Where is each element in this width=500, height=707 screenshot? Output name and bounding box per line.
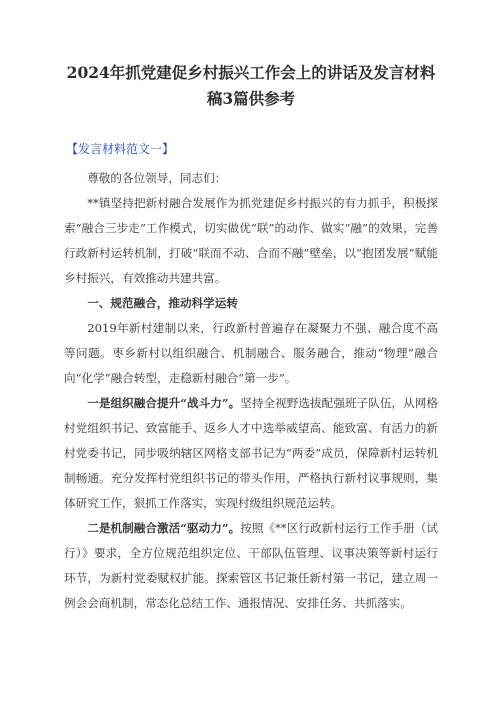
greeting: 尊敬的各位领导，同志们： (87, 171, 227, 185)
paragraph-1: 2019年新村建制以来，行政新村普遍存在凝聚力不强、融合度不高等问题。枣乡新村以组织融合、机制融合、服务融合，推动“物理”融合向“化学”融合转型，走稳新村融合“第一步”。 (64, 321, 438, 385)
item-2-paragraph (64, 516, 438, 616)
item-1-body: 坚持全视野选拔配强班子队伍，从网格村党组织书记、致富能手、返乡人才中选举威望高、能致富、有活力的新村党委书记，同步吸纳辖区网格支部书记为“两委”成员，保障新村运转机制畅通。充分发挥村党组织书记的带头作用，严格执行新村议事规则，集体研究工作，狠抓工作落实，实现村级组织规范运转。 (64, 396, 438, 510)
item-2-lead: 二是机制融合激活“驱动力”。 (87, 521, 241, 535)
document-title: 2024年抓党建促乡村振兴工作会上的讲话及发言材料稿3篇供参考 (66, 63, 436, 108)
intro-paragraph: **镇坚持把新村融合发展作为抓党建促乡村振兴的有力抓手，积极探索“融合三步走”工作模式，切实做优“联”的动作、做实“融”的效果，完善行政新村运转机制，打破“联而不动、合而不融”壁垒，以“抱团发展”赋能乡村振兴，有效推动共建共富。 (64, 196, 438, 285)
item-1-lead: 一是组织融合提升“战斗力”。 (87, 396, 241, 410)
section-heading-1: 一、规范融合，推动科学运转 (87, 296, 238, 310)
section-tag: 【发言材料范文一】 (66, 142, 175, 156)
item-1-paragraph (64, 391, 438, 516)
item-2-body: 按照《**区行政新村运行工作手册（试行）》要求，全方位规范组织定位、干部队伍管理、议事决策等新村运行环节，为新村党委赋权扩能。探索管区书记兼任新村第一书记，建立周一例会会商机制，常态化总结工作、通报情况、安排任务、共抓落实。 (64, 521, 438, 610)
